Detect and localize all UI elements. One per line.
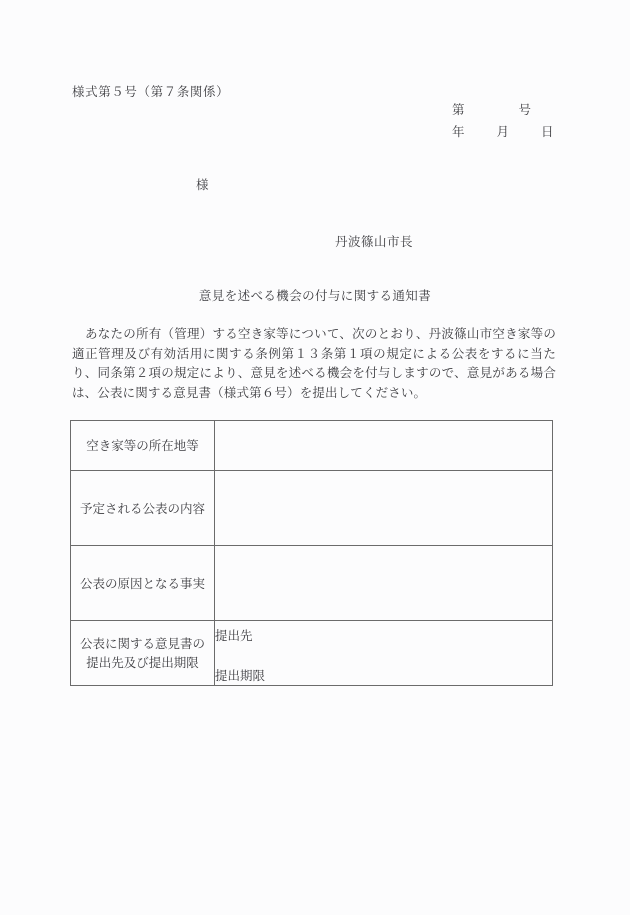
date-day-label: 日 xyxy=(540,124,554,139)
document-number-field xyxy=(452,100,531,118)
row-label-submission xyxy=(71,621,215,686)
row-label-location xyxy=(71,421,215,471)
document-title: 意見を述べる機会の付与に関する通知書 xyxy=(198,288,432,303)
addressee-honorific: 様 xyxy=(196,177,209,192)
form-number: 様式第５号（第７条関係） xyxy=(72,84,230,99)
row-label-cause-facts xyxy=(71,546,215,621)
document-number-suffix: 号 xyxy=(518,102,531,117)
issuer-name: 丹波篠山市長 xyxy=(335,234,414,249)
submission-destination-label: 提出先 xyxy=(215,627,253,643)
document-number-prefix: 第 xyxy=(452,102,465,117)
table-row xyxy=(71,621,553,686)
row-value-location[interactable] xyxy=(215,421,553,471)
body-paragraph: あなたの所有（管理）する空き家等について、次のとおり、丹波篠山市空き家等の適正管理及び有効活用に関する条例第１３条第１項の規定による公表をするに当たり、同条第２項の規定により、意見を述べる機会を付与しますので、意見がある場合は、公表に関する意見書（様式第６号）を提出してください。 xyxy=(72,326,556,400)
row-label-text: 予定される公表の内容 xyxy=(79,500,205,516)
row-label-text-line2: 提出先及び提出期限 xyxy=(86,655,199,670)
table-row xyxy=(71,421,553,471)
table-row xyxy=(71,546,553,621)
row-value-submission[interactable] xyxy=(215,621,553,686)
row-label-publication-content xyxy=(71,471,215,546)
document-date-field xyxy=(452,122,553,140)
submission-deadline-label: 提出期限 xyxy=(215,667,266,683)
row-label-text: 公表の原因となる事実 xyxy=(79,575,205,591)
table-row xyxy=(71,471,553,546)
date-month-label: 月 xyxy=(496,124,509,139)
row-value-publication-content[interactable] xyxy=(215,471,553,546)
row-label-text: 空き家等の所在地等 xyxy=(86,438,199,453)
notice-details-table xyxy=(70,420,553,686)
row-label-text-line1: 公表に関する意見書の xyxy=(79,636,205,651)
date-year-label: 年 xyxy=(452,124,465,139)
row-value-cause-facts[interactable] xyxy=(215,546,553,621)
